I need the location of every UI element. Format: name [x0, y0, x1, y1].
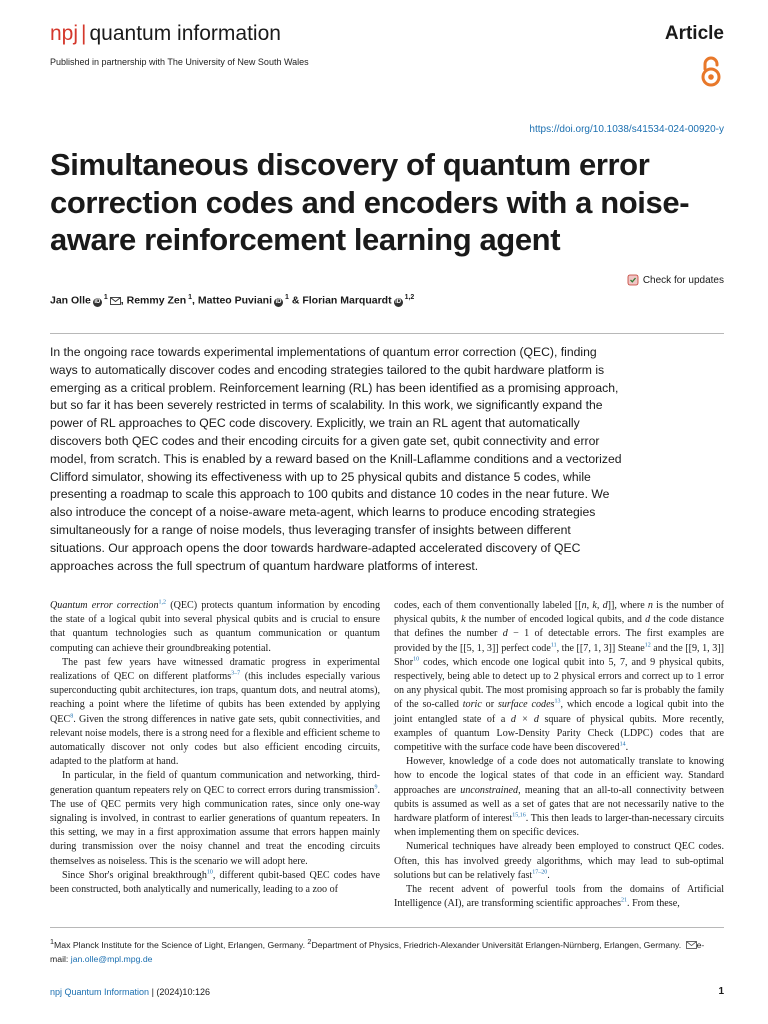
orcid-icon[interactable]: iD [275, 298, 282, 305]
article-title: Simultaneous discovery of quantum error correction codes and encoders with a noise-aware reinforcement learning agent [50, 147, 690, 257]
affiliation-number: 1 [50, 937, 55, 946]
body-paragraph: codes, each of them conventionally labeled [[n, k, d]], where n is the number of physical qubits, k the number of encoded logical qubits, and d the code distance that defines the number d − 1 of detectable errors. The first examples are provided by the [[5, 1, 3]] perfect code$^{11}$, the [[7, 1, 3]] Steane$^{12}$ and the [[9, 1, 3]] Shor$^{10}$ codes, which encode one logical qubit into 5, 7, and 9 physical qubits, respectively, being able to detect up to 2 physical errors and correct up to 1 error on any physical qubit. The most promising approach so far is probably the family of the so-called toric or surface codes$^{13}$, which encode a logical qubit into the joint entangled state of a d × d square of physical qubits. More recently, examples of quantum Low-Density Parity Check (LDPC) codes that are competitive with the surface code have been discovered$^{14}$. [394, 600, 725, 754]
affiliations-footnote [50, 935, 710, 966]
partner-statement: Published in partnership with The University of New South Wales [50, 57, 309, 67]
journal-citation-footer [50, 987, 210, 997]
affiliation-1: Max Planck Institute for the Science of Light, Erlangen, Germany. [54, 939, 308, 950]
citation-link[interactable]: 9 [374, 784, 378, 791]
citation-link[interactable]: 14 [619, 741, 626, 748]
citation-link[interactable]: 17–20 [532, 869, 548, 876]
orcid-icon[interactable]: iD [94, 298, 101, 305]
orcid-icon[interactable]: iD [395, 298, 402, 305]
abstract-text: In the ongoing race towards experimental implementations of quantum error correction (QEC), finding ways to automatically discover codes and encoding strategies tailored to the qubit hardware platform is emerging as a critical problem. Reinforcement learning (RL) has been identified as a promising approach, but so far it has been severely restricted in terms of scalability. In this work, we significantly expand the power of RL approaches to QEC code discovery. Explicitly, we train an RL agent that automatically discovers both QEC codes and their encoding circuits for a given gate set, qubit connectivity and error model, from scratch. This is enabled by a reward based on the Knill-Laflamme conditions and a vectorized Clifford simulator, showing its effectiveness with up to 25 physical qubits and distance 5 codes, while presenting a roadmap to scale this approach to 100 qubits and distance 10 codes in the near future. We also introduce the concept of a noise-aware meta-agent, which learns to produce encoding strategies simultaneously for a range of noise models, thus leveraging transfer of insights between different situations. Our approach opens the door towards hardware-adapted accelerated discovery of QEC approaches across the full spectrum of quantum hardware platforms of interest. [50, 345, 622, 573]
citation-link[interactable]: 1,2 [158, 599, 167, 606]
email-envelope-icon [686, 941, 697, 949]
footer-journal-link[interactable]: npj Quantum Information [50, 987, 150, 997]
citation-link[interactable]: 10 [206, 869, 213, 876]
citation-link[interactable]: 10 [413, 656, 420, 663]
body-paragraph: In particular, in the field of quantum communication and networking, third-generation quantum repeaters rely on QEC to correct errors during transmission$^9$. The use of QEC permits very high communication rates, since only one-way signaling is involved, in contrast to earlier generations of quantum repeaters. In this setting, we may in a first approximation assume that errors happen mainly during transmission over the noisy channel and treat the encoding circuits themselves as noiseless. This is the scenario we will adopt here. [50, 770, 380, 867]
author-name[interactable]: Matteo Puviani [197, 294, 272, 307]
page-number: 1 [718, 986, 724, 997]
open-access-lock-icon[interactable] [700, 56, 722, 88]
affiliation-number: 2 [307, 937, 312, 946]
author-affiliation-sup: 1 [103, 294, 108, 301]
abstract-divider [50, 333, 724, 334]
footer-citation: | (2024)10:126 [151, 987, 210, 997]
author-name[interactable]: Remmy Zen [126, 294, 187, 307]
check-updates-icon [627, 274, 639, 286]
body-paragraph: However, knowledge of a code does not automatically translate to knowing how to encode the logical states of that code in an efficient way. Standard approaches are unconstrained, meaning that an all-to-all connectivity between qubits is assumed as well as a set of gates that are not necessarily native to the hardware platform of interest$^{15,16}$. This then leads to larger-than-necessary circuits when implementing them on specific devices. [394, 756, 724, 839]
author-name[interactable]: Florian Marquardt [302, 294, 392, 307]
affiliation-2: Department of Physics, Friedrich-Alexander Universität Erlangen-Nürnberg, Erlangen, Germany. [311, 939, 684, 950]
body-column-right [394, 599, 724, 911]
citation-link[interactable]: 3–7 [231, 670, 241, 677]
body-paragraph: Quantum error correction$^{1,2}$ (QEC) protects quantum information by encoding the state of a logical qubit into several physical qubits and is crucial to ensure that quantum technologies such as quantum communication or quantum computing can achieve their groundbreaking potential. [50, 599, 380, 654]
citation-link[interactable]: 21 [621, 897, 628, 904]
body-paragraph: Numerical techniques have already been employed to construct QEC codes. Often, this has involved greedy algorithms, which may lead to sub-optimal solutions but can be relatively fast$^{17-20}$. [394, 841, 724, 881]
citation-link[interactable]: 11 [550, 642, 557, 649]
body-paragraph: The recent advent of powerful tools from the domains of Artificial Intelligence (AI), are transforming scientific approaches$^{21}$. From these, [394, 884, 724, 910]
check-updates-label: Check for updates [642, 274, 724, 286]
journal-brand[interactable] [50, 22, 281, 46]
brand-npj: npj [50, 22, 79, 45]
body-paragraph: Since Shor's original breakthrough$^{10}$, different qubit-based QEC codes have been constructed, both analytically and numerically, leading to a zoo of [50, 869, 380, 896]
author-name[interactable]: Jan Olle [50, 294, 91, 307]
email-label: e-mail: [50, 939, 705, 964]
citation-link[interactable]: 12 [644, 642, 651, 649]
author-affiliation-sup: 1 [285, 294, 289, 301]
author-affiliation-sup: 1,2 [404, 294, 415, 301]
author-separator: & [288, 294, 303, 307]
author-list [50, 294, 414, 307]
body-paragraph: The past few years have witnessed dramatic progress in experimental realizations of QEC on different platforms$^{3-7}$ (this includes especially various superconducting qubit architectures, ion traps, quantum dots, and neutral atoms), reaching a point where the lifetime of qubits has been extended by applying QEC$^8$. Given the strong differences in native gate sets, qubit connectivities, and relevant noise models, there is a strong need for a flexible and efficient scheme to automatically discover not only codes but also efficient encoding circuits, adapted to the platform at hand. [50, 656, 380, 768]
doi-link[interactable]: https://doi.org/10.1038/s41534-024-00920-y [529, 124, 724, 135]
check-for-updates-button[interactable] [627, 274, 724, 286]
author-separator: , [192, 294, 198, 307]
author-separator: , [120, 294, 127, 307]
brand-journal-name: quantum information [89, 22, 281, 45]
body-column-left [50, 599, 380, 897]
citation-link[interactable]: 8 [70, 713, 74, 720]
footnote-divider [50, 927, 724, 928]
email-link[interactable]: jan.olle@mpl.mpg.de [70, 953, 153, 964]
citation-link[interactable]: 15,16 [512, 812, 526, 819]
brand-separator: | [81, 22, 87, 45]
author-affiliation-sup: 1 [188, 294, 193, 301]
email-envelope-icon[interactable] [110, 297, 121, 305]
citation-link[interactable]: 13 [554, 699, 561, 706]
article-type-label: Article [664, 23, 724, 44]
